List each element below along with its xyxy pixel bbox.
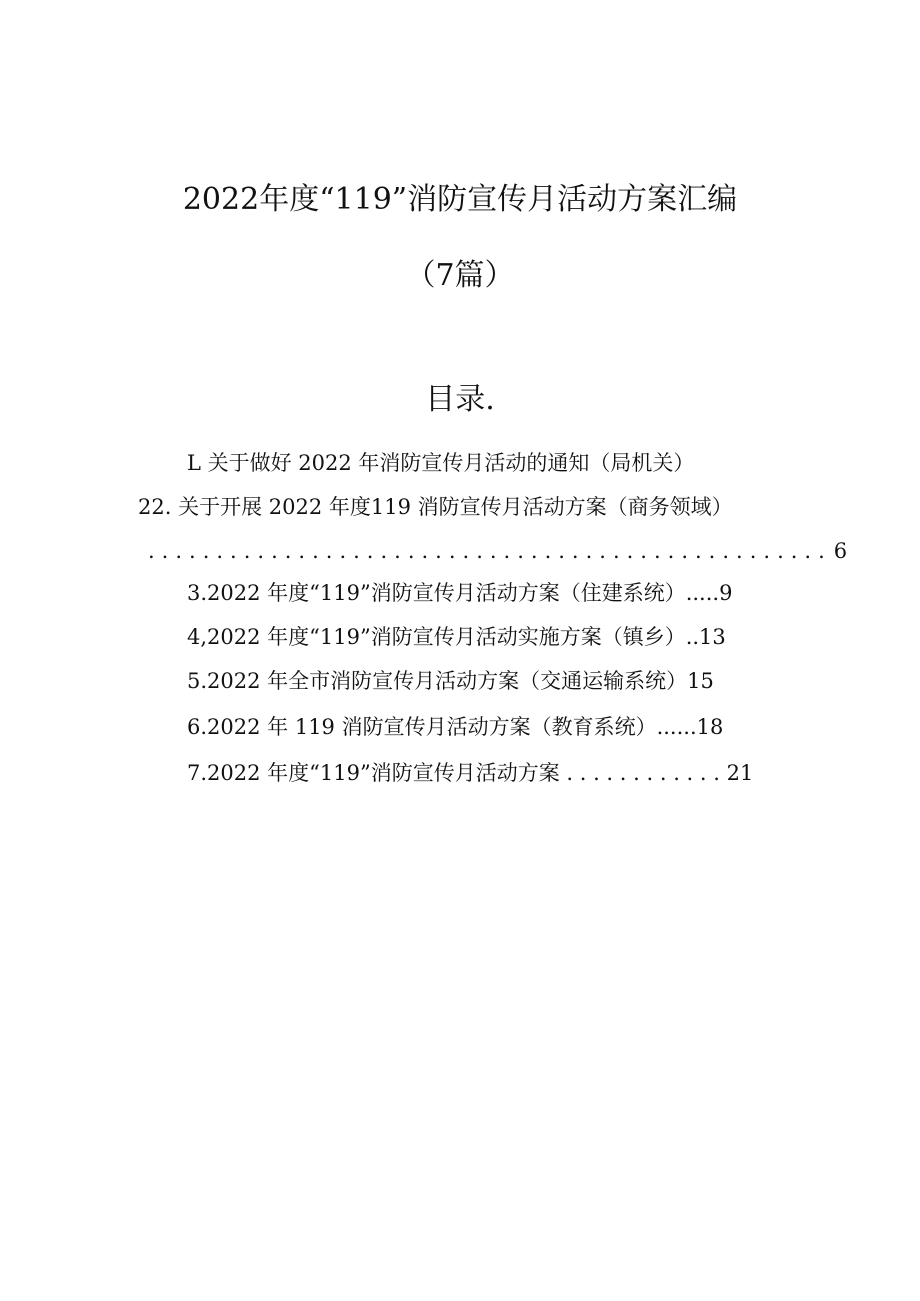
toc-entry-4[interactable]: 4,2022 年度“119”消防宣传月活动实施方案（镇乡）..13 (187, 625, 726, 649)
toc-heading: 目录. (425, 382, 495, 417)
toc-entry-2-leader-line (148, 536, 848, 566)
toc-entry-2[interactable]: 22. 关于开展 2022 年度119 消防宣传月活动方案（商务领域） (138, 495, 733, 519)
toc-entry-7[interactable]: 7.2022 年度“119”消防宣传月活动方案 . . . . . . . . . . . . 21 (187, 761, 754, 785)
page-number: 6 (833, 539, 848, 563)
dot-leader: .................................................. (148, 539, 832, 563)
document-subtitle: （7篇） (405, 258, 515, 293)
toc-entry-6[interactable]: 6.2022 年 119 消防宣传月活动方案（教育系统）......18 (187, 715, 724, 739)
toc-entry-1[interactable]: L 关于做好 2022 年消防宣传月活动的通知（局机关） (187, 451, 695, 475)
toc-entry-3[interactable]: 3.2022 年度“119”消防宣传月活动方案（住建系统）.....9 (187, 581, 733, 605)
toc-entry-5[interactable]: 5.2022 年全市消防宣传月活动方案（交通运输系统）15 (187, 669, 714, 693)
document-title: 2022年度“119”消防宣传月活动方案汇编 (182, 182, 738, 217)
